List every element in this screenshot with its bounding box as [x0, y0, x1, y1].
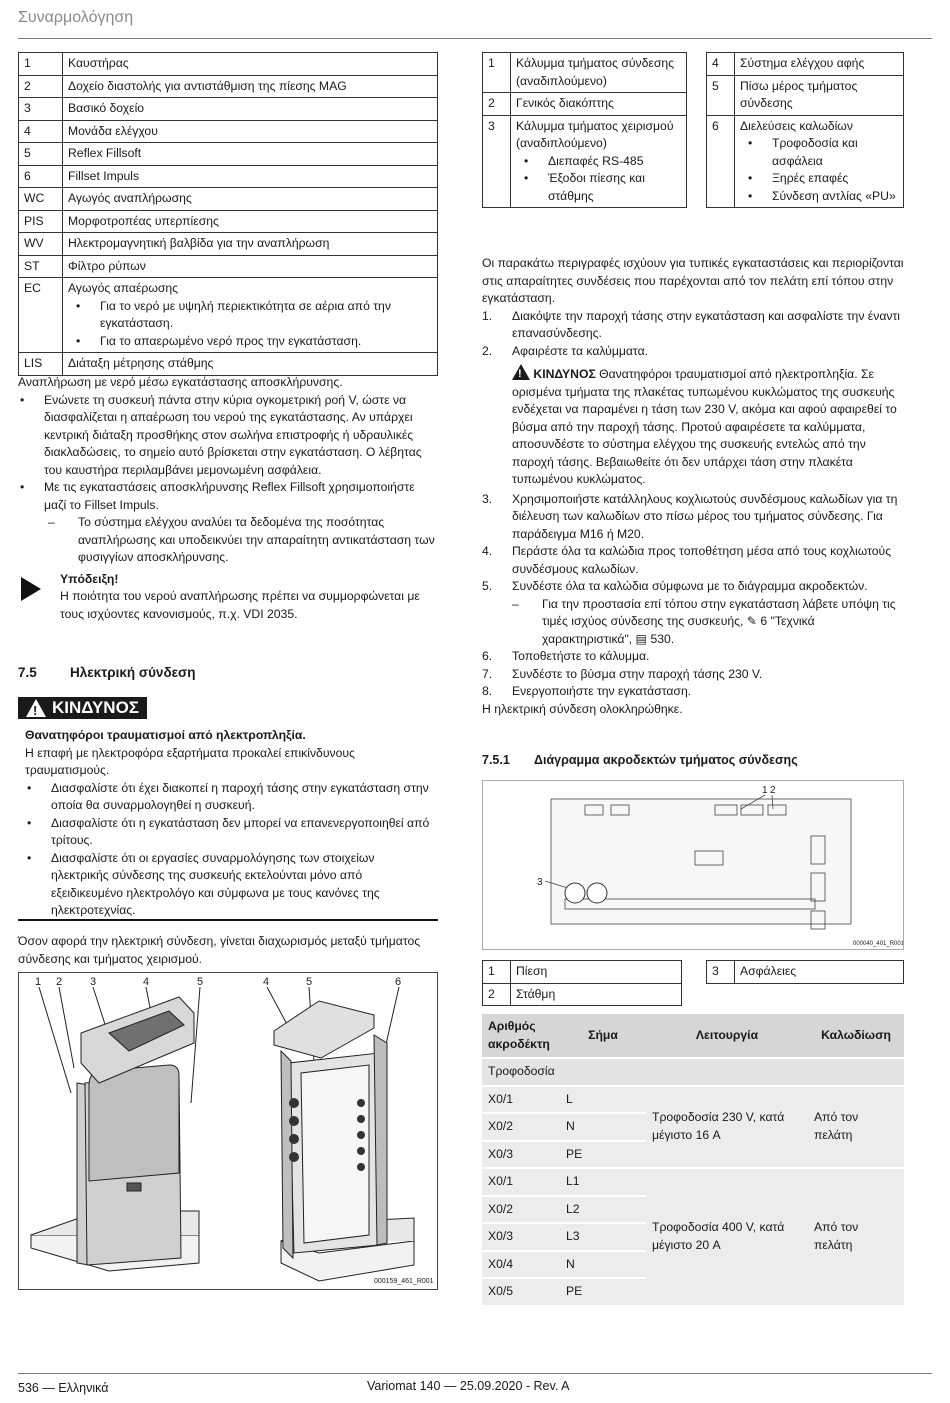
row-sub-item: • Για το απαερωμένο νερό προς την εγκατάσταση.: [68, 333, 432, 351]
table-row: [707, 115, 904, 208]
row-value: [63, 255, 438, 278]
row-key: 3: [707, 961, 735, 984]
row-key: 4: [19, 120, 63, 143]
pcb-code: 000040_401_R001: [853, 941, 903, 947]
cover-table-2: [706, 52, 904, 208]
warning-triangle-icon: !: [26, 699, 46, 717]
row-value: [735, 115, 904, 208]
danger-bold: Θανατηφόροι τραυματισμοί από ηλεκτροπληξία.: [25, 728, 306, 742]
terminal-header-row: [482, 1014, 904, 1058]
row-value-text: Αγωγός απαέρωσης: [68, 281, 179, 295]
terminal-signal: L1: [560, 1168, 646, 1196]
row-value-text: Ασφάλειες: [740, 964, 797, 978]
table-row: [707, 53, 904, 76]
terminal-header-cell: Λειτουργία: [646, 1014, 808, 1058]
row-value: [511, 983, 682, 1006]
row-value-text: Δοχείο διαστολής για αντιστάθμιση της πίεσης MAG: [68, 78, 347, 93]
row-key: 6: [19, 165, 63, 188]
row-sub-item: • Για το νερό με υψηλή περιεκτικότητα σε αέρια από την εγκατάσταση.: [68, 298, 432, 333]
danger-bullet-3: • Διασφαλίστε ότι οι εργασίες συναρμολόγησης των στοιχείων ηλεκτρικής σύνδεσης της συσκευής εκτελούνται μόνο από εξειδικευμένο ηλεκτρολόγο και σύμφωνα με τους κανόνες της ηλεκτροτεχνίας.: [25, 850, 435, 920]
terminal-number: X0/2: [482, 1113, 560, 1141]
legend-table: [18, 52, 438, 376]
footer-divider: [18, 1373, 932, 1374]
row-value: [735, 53, 904, 76]
danger-banner: [18, 697, 147, 723]
table-row: [19, 120, 438, 143]
row-key: 5: [707, 75, 735, 115]
row-value-text: Διελεύσεις καλωδίων: [740, 118, 853, 133]
step-8: 8. Ενεργοποιήστε την εγκατάσταση.: [482, 684, 692, 698]
section-number: 7.5: [18, 665, 37, 680]
table-row: [707, 75, 904, 115]
step-danger-text: Θανατηφόροι τραυματισμοί από ηλεκτροπληξία. Σε ορισμένα τμήματα της πλακέτας τυπωμένου κυκλώματος της συσκευής ενδέχεται να παραμένει η τάση των 230 V, ακόμα και αφού αφαιρεθεί το βύσμα από την παροχή τάσης. Προτού αφαιρέσετε τα καλύμματα, αποσυνδέστε το σύστημα ελέγχου της συσκευής εντελώς από την παροχή τάσης. Βεβαιωθείτε ότι δεν υπάρχει τάση στην πλακέτα τυπωμένου κυκλώματος.: [512, 367, 897, 486]
row-value: [63, 98, 438, 121]
danger-end-rule: [18, 919, 438, 921]
table-row: [19, 188, 438, 211]
bullet-fillsoft: • Με τις εγκαταστάσεις αποσκλήρυνσης Reflex Fillsoft χρησιμοποιήστε μαζί το Fillset Impuls.: [18, 479, 438, 514]
danger-label: ΚΙΝΔΥΝΟΣ: [52, 698, 139, 718]
step-1-text: Διακόψτε την παροχή τάσης στην εγκατάσταση και ασφαλίστε την έναντι επανασύνδεσης.: [512, 308, 900, 340]
fig-label-4: 4: [143, 976, 150, 988]
table-row: [707, 961, 904, 984]
step-3-text: Χρησιμοποιήστε κατάλληλους κοχλιωτούς συνδέσμους καλωδίων για τη διέλευση των καλωδίων στο πίσω μέρος του τμήματος σύνδεσης. Για παράδειγμα M16 ή M20.: [512, 491, 898, 541]
row-value-text: Στάθμη: [516, 986, 556, 1001]
danger-content: [25, 727, 435, 920]
row-value-text: Ηλεκτρομαγνητική βαλβίδα για την αναπλήρωση: [68, 236, 330, 250]
row-value: [63, 233, 438, 256]
row-key: WV: [19, 233, 63, 256]
terminal-signal: L3: [560, 1223, 646, 1251]
terminal-signal: PE: [560, 1278, 646, 1306]
row-value-text: Πίσω μέρος τμήματος σύνδεσης: [740, 78, 858, 110]
table-row: [19, 98, 438, 121]
row-key: EC: [19, 278, 63, 353]
table-row: [483, 983, 682, 1006]
row-key: 6: [707, 115, 735, 208]
step-2: 2. Αφαιρέστε τα καλύμματα.: [482, 343, 649, 358]
terminal-wiring: Από τον πελάτη: [808, 1086, 904, 1169]
fig-label-3: 3: [90, 976, 97, 988]
terminal-row: [482, 1168, 904, 1196]
left-column-text: [18, 374, 438, 623]
table-row: [19, 255, 438, 278]
table-row: [483, 53, 687, 93]
step-6: 6. Τοποθετήστε το κάλυμμα.: [482, 649, 650, 663]
device-illustration: [19, 973, 437, 1289]
terminal-number: X0/1: [482, 1168, 560, 1196]
intro-text: Οι παρακάτω περιγραφές ισχύουν για τυπικές εγκαταστάσεις και περιορίζονται στις απαραίτητες συνδέσεις που παρέχονται από τον πελάτη επί τόπου στην εγκατάσταση.: [482, 256, 904, 305]
row-value: [735, 961, 904, 984]
subsection-number: 7.5.1: [482, 753, 510, 767]
table-row: [19, 233, 438, 256]
terminal-section-row: [482, 1058, 904, 1086]
pcb-legend-table-2: [706, 960, 904, 984]
row-value-text: Καυστήρας: [68, 56, 129, 70]
fig-label-2: 2: [56, 976, 63, 988]
fig-label-5: 5: [197, 976, 204, 988]
step-4-text: Περάστε όλα τα καλώδια προς τοποθέτηση μέσα από τους κοχλιωτούς συνδέσμους καλωδίων.: [512, 544, 892, 576]
row-value: [511, 115, 687, 208]
pcb-label-2: 2: [770, 785, 776, 796]
row-value: [735, 75, 904, 115]
row-value: [511, 53, 687, 93]
row-key: 4: [707, 53, 735, 76]
terminal-number: X0/2: [482, 1196, 560, 1224]
step-7: 7. Συνδέστε το βύσμα στην παροχή τάσης 230 V.: [482, 666, 763, 681]
row-key: 2: [483, 93, 511, 116]
table-row: [19, 143, 438, 166]
right-column-text: [482, 255, 907, 718]
note-block: [18, 571, 438, 624]
table-row: [483, 115, 687, 208]
done-text: Η ηλεκτρική σύνδεση ολοκληρώθηκε.: [482, 701, 683, 716]
terminal-number: X0/3: [482, 1223, 560, 1251]
row-sub-item: • Σύνδεση αντλίας «PU»: [740, 188, 898, 206]
row-value: [63, 165, 438, 188]
row-key: ST: [19, 255, 63, 278]
row-value-text: Πίεση: [516, 964, 548, 978]
step-1: 1. Διακόψτε την παροχή τάσης στην εγκατάσταση και ασφαλίστε την έναντι επανασύνδεσης.: [482, 308, 900, 340]
step-5-dash: – Για την προστασία επί τόπου στην εγκατάσταση λάβετε υπόψη τις τιμές ισχύος σύνδεσης της συσκευής, ✎ 6 "Τεχνικά χαρακτηριστικά", ▤ 530.: [482, 596, 907, 649]
note-title: Υπόδειξη!: [60, 571, 119, 586]
terminal-signal: L: [560, 1086, 646, 1114]
row-sub-item: • Έξοδοι πίεσης και στάθμης: [516, 170, 681, 205]
terminal-number: X0/5: [482, 1278, 560, 1306]
row-key: 3: [19, 98, 63, 121]
terminal-number: X0/3: [482, 1141, 560, 1169]
row-sub-item: • Ξηρές επαφές: [740, 170, 898, 188]
terminal-wiring: Από τον πελάτη: [808, 1168, 904, 1306]
danger-bullet-1: • Διασφαλίστε ότι έχει διακοπεί η παροχή τάσης στην εγκατάσταση στην οποία θα συναρμολογηθεί η συσκευή.: [25, 780, 435, 815]
row-value: [63, 353, 438, 376]
pcb-label-3: 3: [537, 877, 543, 888]
terminal-function: Τροφοδοσία 230 V, κατά μέγιστο 16 A: [646, 1086, 808, 1169]
row-key: 1: [19, 53, 63, 76]
row-value-text: Fillset Impuls: [68, 168, 140, 183]
table-row: [483, 93, 687, 116]
table-row: [19, 165, 438, 188]
row-value: [63, 143, 438, 166]
danger-bullet-2: • Διασφαλίστε ότι η εγκατάσταση δεν μπορεί να επανενεργοποιηθεί από τρίτους.: [25, 815, 435, 850]
row-value-text: Κάλυμμα τμήματος σύνδεσης (αναδιπλούμενο): [516, 56, 675, 88]
table-row: [19, 53, 438, 76]
row-key: 1: [483, 961, 511, 984]
table-row: [19, 353, 438, 376]
terminal-signal: PE: [560, 1141, 646, 1169]
after-danger-text: Όσον αφορά την ηλεκτρική σύνδεση, γίνεται διαχωρισμός μεταξύ τμήματος σύνδεσης και τμήματος χειρισμού.: [18, 934, 421, 966]
dash-control: – Το σύστημα ελέγχου αναλύει τα δεδομένα της ποσότητας αναπλήρωσης και υποδεικνύει την απαραίτητη αντικατάσταση των φυσιγγίων αποσκλήρυνσης.: [18, 514, 438, 567]
step-4: 4. Περάστε όλα τα καλώδια προς τοποθέτηση μέσα από τους κοχλιωτούς συνδέσμους καλωδίων.: [482, 544, 892, 576]
row-value: [63, 120, 438, 143]
fig-label-6: 6: [395, 976, 402, 988]
row-value-text: Γενικός διακόπτης: [516, 96, 614, 110]
step-5: 5. Συνδέστε όλα τα καλώδια σύμφωνα με το διάγραμμα ακροδεκτών.: [482, 579, 868, 593]
terminal-signal: N: [560, 1113, 646, 1141]
row-sub-item: • Τροφοδοσία και ασφάλεια: [740, 135, 898, 170]
terminal-table: [482, 1014, 904, 1307]
header-divider: [18, 38, 932, 39]
terminal-header-cell: Σήμα: [560, 1014, 646, 1058]
terminal-number: X0/1: [482, 1086, 560, 1114]
row-value-text: Σύστημα ελέγχου αφής: [740, 56, 865, 70]
step-7-text: Συνδέστε το βύσμα στην παροχή τάσης 230 V.: [512, 666, 763, 681]
row-value-text: Διάταξη μέτρησης στάθμης: [68, 356, 214, 370]
refill-intro: Αναπλήρωση με νερό μέσω εγκατάστασης αποσκλήρυνσης.: [18, 375, 343, 389]
row-value-text: Reflex Fillsoft: [68, 146, 142, 160]
row-value: [63, 278, 438, 353]
terminal-header-cell: Καλωδίωση: [808, 1014, 904, 1058]
step-danger: [482, 364, 907, 489]
table-row: [19, 278, 438, 353]
page-header-title: Συναρμολόγηση: [18, 9, 134, 26]
terminal-function: Τροφοδοσία 400 V, κατά μέγιστο 20 A: [646, 1168, 808, 1306]
row-value-text: Μορφοτροπέας υπερπίεσης: [68, 213, 219, 228]
footer-doc: Variomat 140 — 25.09.2020 - Rev. A: [367, 1379, 570, 1393]
step-danger-label: ΚΙΝΔΥΝΟΣ: [533, 367, 596, 381]
row-value: [63, 188, 438, 211]
row-key: LIS: [19, 353, 63, 376]
row-key: 2: [483, 983, 511, 1006]
table-row: [483, 961, 682, 984]
terminal-signal: N: [560, 1251, 646, 1279]
row-value-text: Μονάδα ελέγχου: [68, 123, 158, 138]
section-title: Ηλεκτρική σύνδεση: [70, 665, 196, 680]
row-value-text: Κάλυμμα τμήματος χειρισμού (αναδιπλούμενο): [516, 118, 674, 150]
row-value-text: Φίλτρο ρύπων: [68, 258, 146, 273]
step-5-text: Συνδέστε όλα τα καλώδια σύμφωνα με το διάγραμμα ακροδεκτών.: [512, 579, 868, 593]
warning-triangle-icon: !: [512, 364, 530, 380]
row-value: [511, 961, 682, 984]
subsection-title: Διάγραμμα ακροδεκτών τμήματος σύνδεσης: [534, 753, 798, 767]
step-8-text: Ενεργοποιήστε την εγκατάσταση.: [512, 684, 692, 698]
footer-page: 536 — Ελληνικά: [18, 1381, 109, 1395]
table-row: [19, 210, 438, 233]
fig-label-1: 1: [35, 976, 42, 988]
terminal-header-cell: Αριθμός ακροδέκτη: [482, 1014, 560, 1058]
pcb-legend-table-1: [482, 960, 682, 1006]
terminal-signal: L2: [560, 1196, 646, 1224]
row-key: 5: [19, 143, 63, 166]
step-6-text: Τοποθετήστε το κάλυμμα.: [512, 649, 650, 663]
danger-text: Η επαφή με ηλεκτροφόρα εξαρτήματα προκαλεί επικίνδυνους τραυματισμούς.: [25, 745, 355, 777]
row-value-text: Αγωγός αναπλήρωσης: [68, 191, 192, 205]
pcb-label-1: 1: [762, 785, 768, 796]
row-key: WC: [19, 188, 63, 211]
note-arrow-icon: [21, 577, 41, 601]
device-figure: [18, 972, 438, 1290]
step-2-text: Αφαιρέστε τα καλύμματα.: [512, 343, 649, 358]
fig-code: 000159_461_R001: [374, 1278, 434, 1285]
terminal-diagram-figure: [482, 780, 904, 950]
terminal-number: X0/4: [482, 1251, 560, 1279]
row-key: PIS: [19, 210, 63, 233]
row-key: 1: [483, 53, 511, 93]
cover-table-1: [482, 52, 687, 208]
bullet-connect: • Ενώνετε τη συσκευή πάντα στην κύρια ογκομετρική ροή V, ώστε να διασφαλίζεται η απαέρωση του νερού της εγκατάστασης. Αν υπάρχει κεντρική διάταξη προσθήκης στον σωλήνα επιστροφής ή υδραυλικές διακλαδώσεις, το σημείο αυτό βρίσκεται στην εγκατάσταση. Ο λέβητας του καυστήρα περιλαμβάνει μεμονωμένη ασφάλεια.: [18, 392, 438, 480]
step-3: 3. Χρησιμοποιήστε κατάλληλους κοχλιωτούς συνδέσμους καλωδίων για τη διέλευση των καλωδίων στο πίσω μέρος του τμήματος σύνδεσης. Για παράδειγμα M16 ή M20.: [482, 491, 898, 541]
fig-label-5b: 5: [306, 976, 313, 988]
fig-label-4b: 4: [263, 976, 270, 988]
row-value: [511, 93, 687, 116]
row-value-text: Βασικό δοχείο: [68, 101, 145, 115]
terminal-row: [482, 1086, 904, 1114]
terminal-section-label: Τροφοδοσία: [482, 1058, 904, 1086]
row-value: [63, 75, 438, 98]
table-row: [19, 75, 438, 98]
pcb-illustration: [483, 781, 903, 949]
note-text: Η ποιότητα του νερού αναπλήρωσης πρέπει να συμμορφώνεται με τους ισχύοντες κανονισμούς, π.χ. VDI 2035.: [60, 589, 420, 621]
row-sub-item: • Διεπαφές RS-485: [516, 153, 681, 171]
row-key: 3: [483, 115, 511, 208]
row-key: 2: [19, 75, 63, 98]
row-value: [63, 53, 438, 76]
row-value: [63, 210, 438, 233]
